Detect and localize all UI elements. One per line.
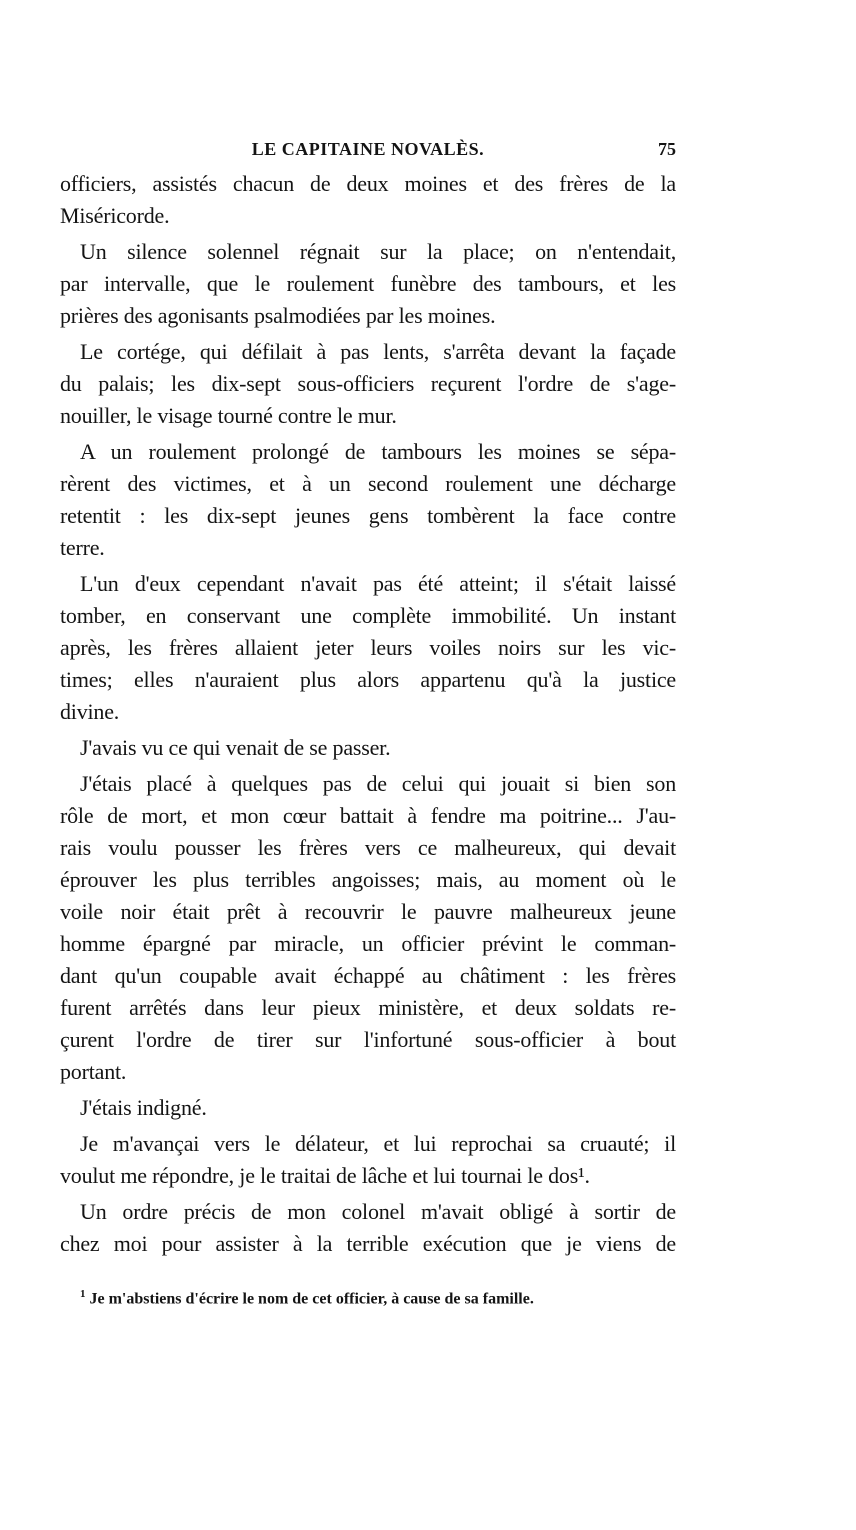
text-line: divine. [60, 699, 120, 724]
text-line: tomber, en conservant une complète immobilité. Un instant [60, 603, 676, 628]
text-line: portant. [60, 1059, 127, 1084]
text-line: rôle de mort, et mon cœur battait à fendre ma poitrine... J'au- [60, 803, 676, 828]
text-line: times; elles n'auraient plus alors appartenu qu'à la justice [60, 667, 676, 692]
text-line: chez moi pour assister à la terrible exécution que je viens de [60, 1231, 676, 1256]
text-line: homme épargné par miracle, un officier prévint le comman- [60, 931, 676, 956]
text-line: prières des agonisants psalmodiées par les moines. [60, 303, 496, 328]
running-head-title: LE CAPITAINE NOVALÈS. [251, 139, 485, 159]
footnote-marker: 1 [80, 1288, 86, 1300]
text-line: éprouver les plus terribles angoisses; mais, au moment où le [60, 867, 676, 892]
text-line: J'avais vu ce qui venait de se passer. [80, 735, 391, 760]
running-head [60, 139, 676, 165]
text-line: çurent l'ordre de tirer sur l'infortuné sous-officier à bout [60, 1027, 676, 1052]
text-line: par intervalle, que le roulement funèbre des tambours, et les [60, 271, 676, 296]
text-line: J'étais placé à quelques pas de celui qui jouait si bien son [80, 771, 676, 796]
text-line: dant qu'un coupable avait échappé au châtiment : les frères [60, 963, 676, 988]
text-line: L'un d'eux cependant n'avait pas été atteint; il s'était laissé [80, 571, 676, 596]
footnote [80, 1288, 640, 1308]
text-line: furent arrêtés dans leur pieux ministère, et deux soldats re- [60, 995, 676, 1020]
text-line: Un silence solennel régnait sur la place; on n'entendait, [80, 239, 676, 264]
text-line: J'étais indigné. [80, 1095, 207, 1120]
text-line: retentit : les dix-sept jeunes gens tombèrent la face contre [60, 503, 676, 528]
text-line: rais voulu pousser les frères vers ce malheureux, qui devait [60, 835, 676, 860]
text-line: nouiller, le visage tourné contre le mur. [60, 403, 397, 428]
text-line: terre. [60, 535, 105, 560]
text-line: voulut me répondre, je le traitai de lâche et lui tournai le dos¹. [60, 1163, 590, 1188]
text-line: officiers, assistés chacun de deux moines et des frères de la [60, 171, 676, 196]
text-line: rèrent des victimes, et à un second roulement une décharge [60, 471, 676, 496]
footnote-text: Je m'abstiens d'écrire le nom de cet officier, à cause de sa famille. [89, 1290, 534, 1308]
text-line: Le cortége, qui défilait à pas lents, s'arrêta devant la façade [80, 339, 676, 364]
text-line: voile noir était prêt à recouvrir le pauvre malheureux jeune [60, 899, 676, 924]
text-line: du palais; les dix-sept sous-officiers reçurent l'ordre de s'age- [60, 371, 676, 396]
text-line: Je m'avançai vers le délateur, et lui reprochai sa cruauté; il [80, 1131, 676, 1156]
text-line: Miséricorde. [60, 203, 170, 228]
text-line: Un ordre précis de mon colonel m'avait obligé à sortir de [80, 1199, 676, 1224]
page-number: 75 [658, 139, 676, 159]
text-line: après, les frères allaient jeter leurs voiles noirs sur les vic- [60, 635, 676, 660]
text-line: A un roulement prolongé de tambours les moines se sépa- [80, 439, 676, 464]
